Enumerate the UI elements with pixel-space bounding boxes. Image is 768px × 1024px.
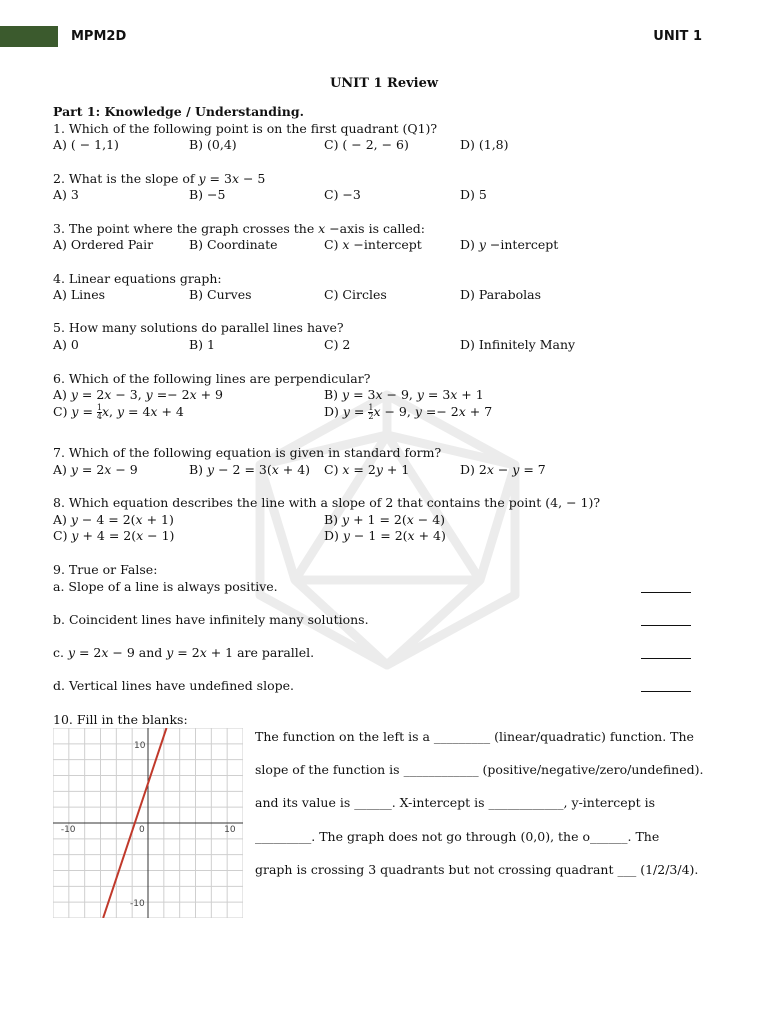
q8-option-a[interactable]: A) 𝑦 − 4 = 2(𝑥 + 1) <box>53 512 174 527</box>
q8-option-c[interactable]: C) 𝑦 + 4 = 2(𝑥 − 1) <box>53 528 175 543</box>
q2-option-b[interactable]: B) −5 <box>189 187 226 202</box>
q9-statement-c: c. 𝑦 = 2𝑥 − 9 and 𝑦 = 2𝑥 + 1 are parallel. <box>53 645 315 660</box>
header-accent-bar <box>0 26 58 47</box>
q6-option-d-prefix: D) 𝑦 = <box>324 404 369 419</box>
unit-label: UNIT 1 <box>653 29 702 44</box>
q1-option-b[interactable]: B) (0,4) <box>189 137 237 152</box>
q1-option-c[interactable]: C) ( − 2, − 6) <box>324 137 409 152</box>
q9-statement-a: a. Slope of a line is always positive. <box>53 579 278 594</box>
q6-option-c-suffix: 𝑥, 𝑦 = 4𝑥 + 4 <box>102 404 184 419</box>
q5-option-a[interactable]: A) 0 <box>53 337 79 352</box>
graph-tick-right: 10 <box>224 825 236 835</box>
q6-option-c[interactable] <box>53 404 184 421</box>
question-4-stem: 4. Linear equations graph: <box>53 271 222 286</box>
fill-blank-line-2: slope of the function is ____________ (positive/negative/zero/undefined). <box>255 762 704 777</box>
q7-option-b[interactable]: B) 𝑦 − 2 = 3(𝑥 + 4) <box>189 462 311 477</box>
q5-option-b[interactable]: B) 1 <box>189 337 215 352</box>
graph-tick-origin: 0 <box>139 825 145 835</box>
fill-blank-line-5: graph is crossing 3 quadrants but not crossing quadrant ___ (1/2/3/4). <box>255 862 699 877</box>
q9-statement-d: d. Vertical lines have undefined slope. <box>53 678 294 693</box>
q6-option-c-prefix: C) 𝑦 = <box>53 404 97 419</box>
q4-option-b[interactable]: B) Curves <box>189 287 252 302</box>
q9-answer-blank-b[interactable] <box>641 625 691 626</box>
question-10-stem: 10. Fill in the blanks: <box>53 712 188 727</box>
q7-option-c[interactable]: C) 𝑥 = 2𝑦 + 1 <box>324 462 410 477</box>
question-1-stem: 1. Which of the following point is on the first quadrant (Q1)? <box>53 121 438 136</box>
q6-option-b[interactable]: B) 𝑦 = 3𝑥 − 9, 𝑦 = 3𝑥 + 1 <box>324 387 484 402</box>
q6-option-d[interactable] <box>324 404 492 421</box>
graph-tick-bottom: -10 <box>130 899 145 910</box>
q1-option-d[interactable]: D) (1,8) <box>460 137 509 152</box>
q5-option-c[interactable]: C) 2 <box>324 337 351 352</box>
question-7-stem: 7. Which of the following equation is given in standard form? <box>53 445 442 460</box>
q2-option-a[interactable]: A) 3 <box>53 187 79 202</box>
q4-option-d[interactable]: D) Parabolas <box>460 287 541 302</box>
graph-tick-top: 10 <box>134 740 146 751</box>
q5-option-d[interactable]: D) Infinitely Many <box>460 337 576 352</box>
q2-option-c[interactable]: C) −3 <box>324 187 361 202</box>
q7-option-d[interactable]: D) 2𝑥 − 𝑦 = 7 <box>460 462 546 477</box>
q1-option-a[interactable]: A) ( − 1,1) <box>53 137 119 152</box>
question-3-stem: 3. The point where the graph crosses the 𝑥 −axis is called: <box>53 221 426 236</box>
question-9-stem: 9. True or False: <box>53 562 158 577</box>
question-8-stem: 8. Which equation describes the line with a slope of 2 that contains the point (4, − 1)? <box>53 495 601 510</box>
fill-blank-line-4: _________. The graph does not go through (0,0), the o______. The <box>255 829 660 844</box>
q9-answer-blank-c[interactable] <box>641 658 691 659</box>
q3-option-c[interactable]: C) 𝑥 −intercept <box>324 237 422 252</box>
q2-option-d[interactable]: D) 5 <box>460 187 487 202</box>
q9-statement-b: b. Coincident lines have infinitely many solutions. <box>53 612 369 627</box>
q9-answer-blank-d[interactable] <box>641 691 691 692</box>
fill-blank-line-3: and its value is ______. X-intercept is ____________, y-intercept is <box>255 795 656 810</box>
course-code: MPM2D <box>71 29 127 44</box>
question-2-stem: 2. What is the slope of 𝑦 = 3𝑥 − 5 <box>53 171 266 186</box>
page-title: UNIT 1 Review <box>329 76 439 91</box>
question-5-stem: 5. How many solutions do parallel lines have? <box>53 320 344 335</box>
q4-option-c[interactable]: C) Circles <box>324 287 387 302</box>
q9-answer-blank-a[interactable] <box>641 592 691 593</box>
fill-blank-line-1: The function on the left is a _________ (linear/quadratic) function. The <box>255 729 694 744</box>
q3-option-d[interactable]: D) 𝑦 −intercept <box>460 237 559 252</box>
q4-option-a[interactable]: A) Lines <box>53 287 106 302</box>
q3-option-a[interactable]: A) Ordered Pair <box>53 237 154 252</box>
graph-tick-left: -10 <box>60 825 76 835</box>
question-6-stem: 6. Which of the following lines are perpendicular? <box>53 371 371 386</box>
coordinate-graph <box>53 728 243 918</box>
q7-option-a[interactable]: A) 𝑦 = 2𝑥 − 9 <box>53 462 138 477</box>
q3-option-b[interactable]: B) Coordinate <box>189 237 278 252</box>
q6-option-c-fraction: $\frac{1}{4}$ <box>96 403 102 421</box>
q6-option-d-fraction: $\frac{1}{2}$ <box>368 403 374 421</box>
q6-option-d-suffix: 𝑥 − 9, 𝑦 =− 2𝑥 + 7 <box>373 404 493 419</box>
q6-option-a[interactable]: A) 𝑦 = 2𝑥 − 3, 𝑦 =− 2𝑥 + 9 <box>53 387 224 402</box>
q8-option-b[interactable]: B) 𝑦 + 1 = 2(𝑥 − 4) <box>324 512 446 527</box>
q8-option-d[interactable]: D) 𝑦 − 1 = 2(𝑥 + 4) <box>324 528 446 543</box>
part-heading: Part 1: Knowledge / Understanding. <box>53 104 304 119</box>
